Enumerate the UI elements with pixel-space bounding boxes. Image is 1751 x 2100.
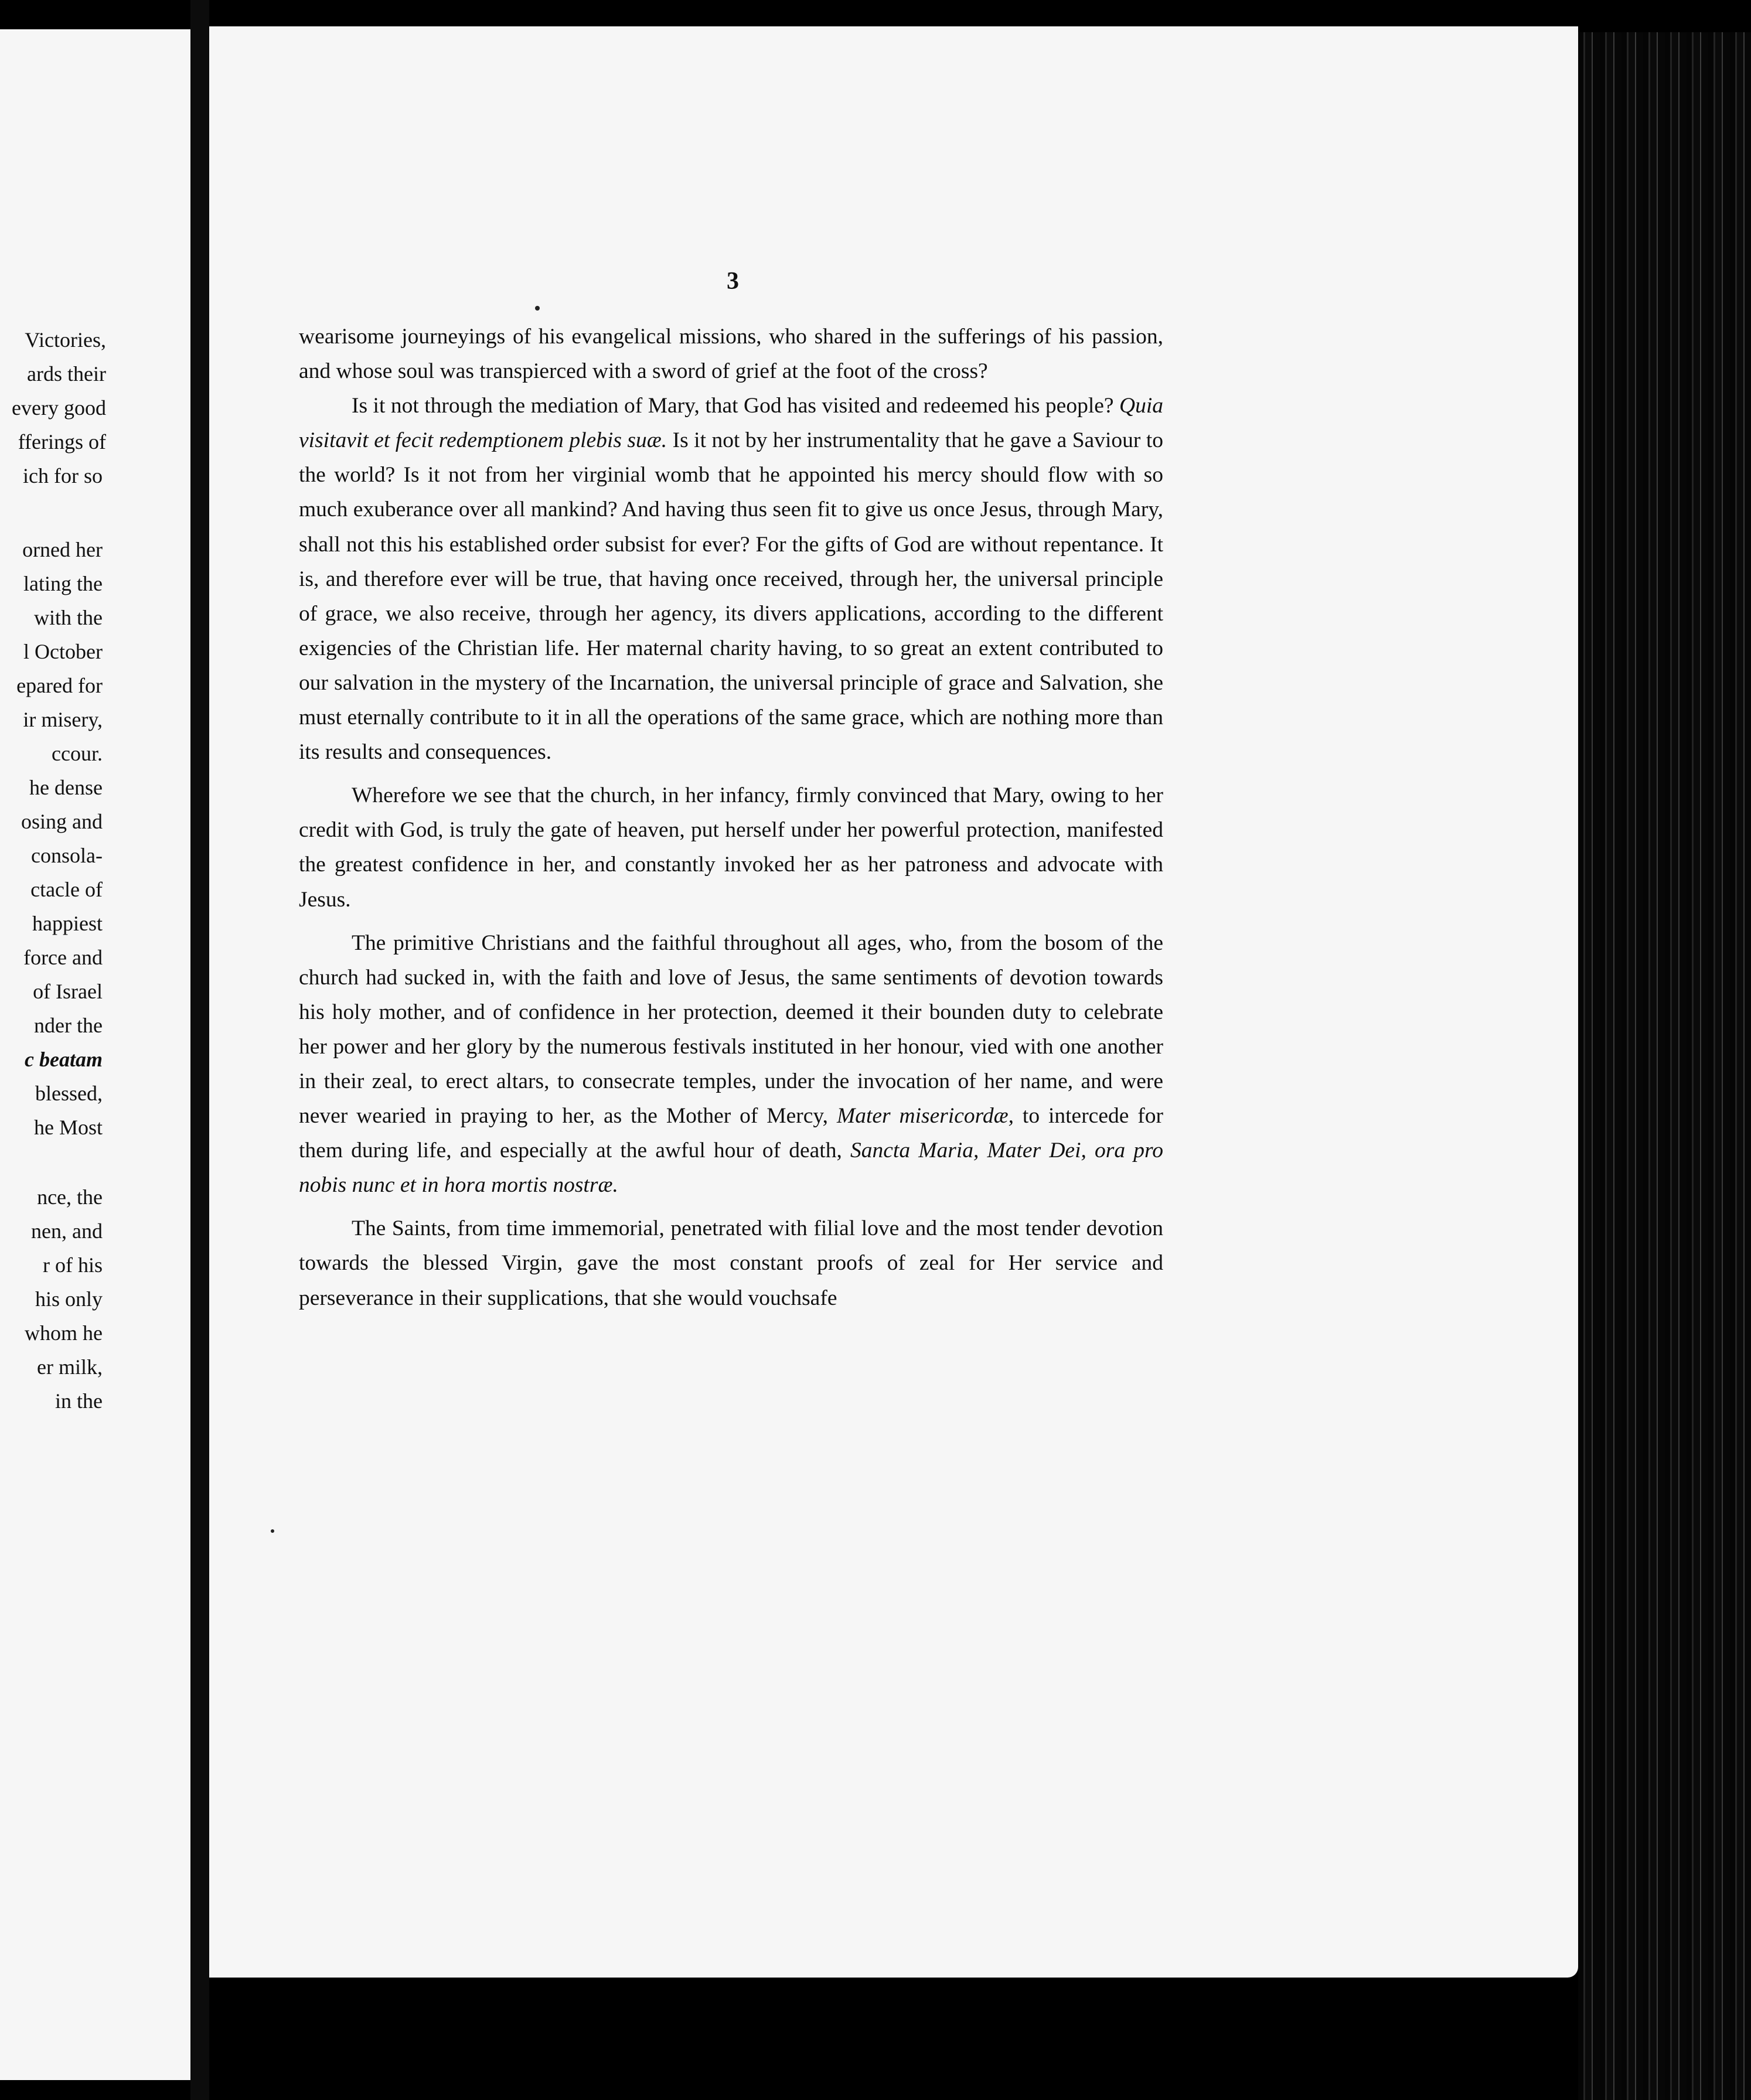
paragraph [299, 388, 1163, 769]
left-fragment-line: every good [12, 396, 106, 420]
left-fragment-line: blessed, [35, 1082, 103, 1105]
left-fragment-line: l October [23, 640, 103, 663]
left-fragment-line: consola- [31, 844, 103, 867]
left-fragment-line: Victories, [25, 328, 106, 352]
left-fragment-line: osing and [21, 810, 103, 833]
page-edges [1578, 32, 1751, 2100]
left-fragment-line: epared for [16, 674, 103, 697]
left-fragment-line: nen, and [31, 1219, 103, 1243]
text-segment: The primitive Christians and the faithful throughout all ages, who, from the bosom of the church had sucked in, with the faith and love of Jesus, the same sentiments of devotion towards his holy mother, and of confidence in her protection, deemed it their bounden duty to celebrate her power and her glory by the numerous festivals instituted in her honour, vied with one another in their zeal, to erect altars, to consecrate temples, under the invocation of her name, and were never wearied in praying to her, as the Mother of Mercy, [299, 930, 1163, 1129]
left-fragment-line: ards their [27, 362, 106, 386]
text-segment: Wherefore we see that the church, in her infancy, firmly convinced that Mary, owing to her credit with God, is truly the gate of heaven, put herself under her powerful protection, manifested the greatest confidence in her, and constantly invoked her as her patroness and advocate with Jesus. [299, 783, 1163, 912]
text-segment: to intercede for them during life, and especially at the awful hour of death, [299, 1104, 1163, 1163]
text-segment: wearisome journeyings of his evangelical missions, who shared in the sufferings of his passion, and whose soul was transpierced with a sword of grief at the foot of the cross? [299, 325, 1163, 384]
left-fragment-line: ir misery, [23, 708, 103, 731]
left-fragment-line: orned her [22, 538, 103, 561]
left-fragment-line: force and [23, 946, 103, 969]
ink-speck [271, 1529, 274, 1533]
paragraph [299, 778, 1163, 916]
latin-phrase: Quia visitavit et fecit redemptionem plebis suæ. [299, 394, 1163, 453]
left-fragment-line: nce, the [37, 1185, 103, 1209]
latin-phrase: Sancta Maria, Mater Dei, ora pro nobis nunc et in hora mortis nostræ. [299, 1138, 1163, 1198]
left-fragment-line: whom he [25, 1321, 103, 1345]
paragraph [299, 1211, 1163, 1315]
book-gutter [190, 0, 209, 2100]
body-text [299, 319, 1163, 1315]
left-fragment-line: ich for so [23, 464, 103, 488]
page-number: 3 [727, 268, 739, 295]
paragraph [299, 926, 1163, 1203]
ink-speck [535, 306, 540, 311]
left-fragment-line: happiest [32, 912, 103, 935]
left-fragment-line: lating the [23, 572, 103, 595]
facing-page-fragment [0, 29, 190, 2080]
paragraph [299, 319, 1163, 388]
text-segment: The Saints, from time immemorial, penetrated with filial love and the most tender devotion towards the blessed Virgin, gave the most constant proofs of zeal for Her service and perseverance in their supplications, that she would vouchsafe [299, 1216, 1163, 1310]
left-fragment-line: with the [34, 606, 103, 629]
left-fragment-line: er milk, [37, 1355, 103, 1379]
left-fragment-line: his only [35, 1287, 103, 1311]
left-fragment-line: in the [55, 1389, 103, 1413]
text-segment: Is it not through the mediation of Mary, that God has visited and redeemed his people? [352, 394, 1119, 418]
left-fragment-line: ctacle of [30, 878, 103, 901]
left-fragment-line: he Most [34, 1116, 103, 1139]
left-fragment-line: fferings of [18, 430, 106, 454]
latin-phrase: Mater misericordæ, [836, 1104, 1014, 1129]
left-fragment-line: ccour. [52, 742, 103, 765]
left-fragment-line: c beatam [25, 1048, 103, 1071]
left-fragment-line: of Israel [33, 980, 103, 1003]
text-segment: Is it not by her instrumentality that he gave a Saviour to the world? Is it not from her virginial womb that he appointed his mercy should flow with so much exuberance over all mankind? And having thus seen fit to give us once Jesus, through Mary, shall not this his established order subsist for ever? For the gifts of God are without repentance. It is, and therefore ever will be true, that having once received, through her, the universal principle of grace, we also receive, through her agency, its divers applications, according to the different exigencies of the Christian life. Her maternal charity having, to so great an extent contributed to our salvation in the mystery of the Incarnation, the universal principle of grace and Salvation, she must eternally contribute to it in all the operations of the same grace, which are nothing more than its results and consequences. [299, 428, 1164, 765]
left-fragment-line: r of his [43, 1253, 103, 1277]
left-fragment-line: he dense [29, 776, 103, 799]
left-fragment-line: nder the [34, 1014, 103, 1037]
